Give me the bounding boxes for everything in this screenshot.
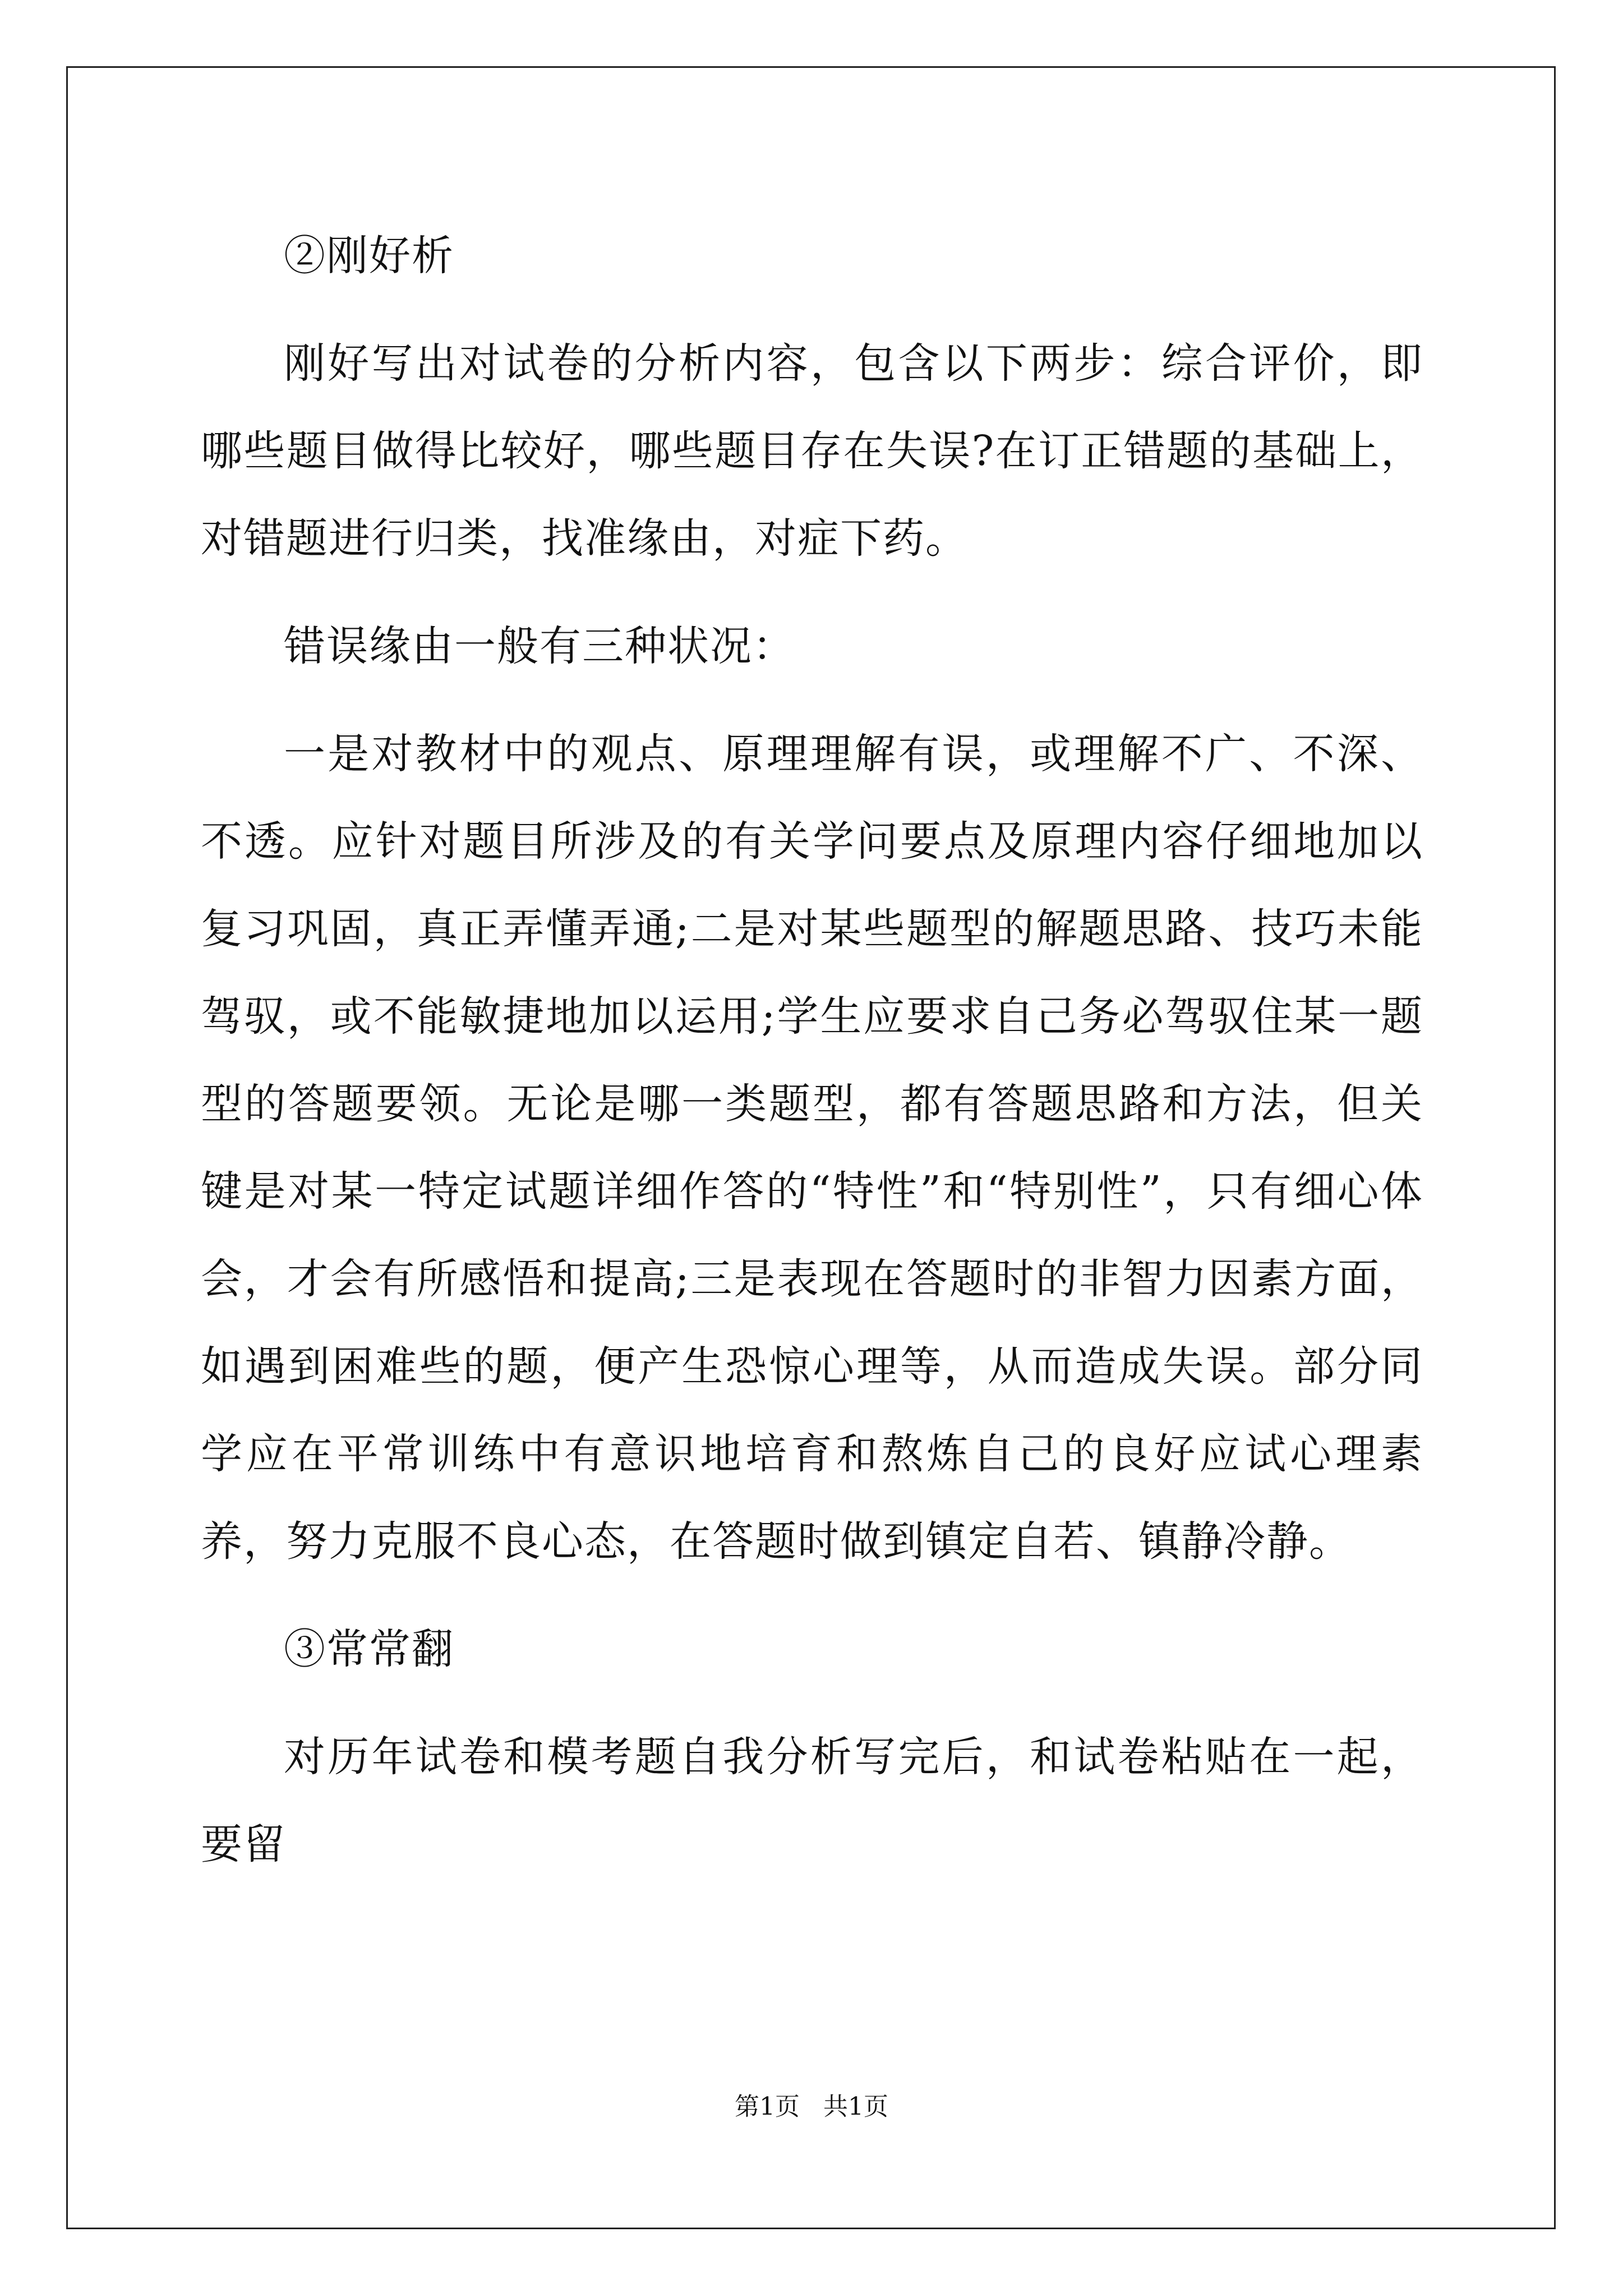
page-total: 共1页 xyxy=(823,2092,888,2121)
section-heading-3: ③常常翻 xyxy=(284,1625,454,1673)
paragraph-reasons-intro: 错误缘由一般有三种状况： xyxy=(284,622,795,670)
page-number: 第1页 xyxy=(735,2092,800,2121)
paragraph-reasons-detail: 一是对教材中的观点、原理理解有误，或理解不广、不深、不透。应针对题目所涉及的有关学问要点及原理内容仔细地加以复习巩固，真正弄懂弄通;二是对某些题型的解题思路、技巧未能驾驭，或不能敏捷地加以运用;学生应要求自己务必驾驭住某一题型的答题要领。无论是哪一类题型，都有答题思路和方法，但关键是对某一特定试题详细作答的“特性”和“特别性”，只有细心体会，才会有所感悟和提高;三是表现在答题时的非智力因素方面，如遇到困难些的题，便产生恐惊心理等，从而造成失误。部分同学应在平常训练中有意识地培育和熬炼自己的良好应试心理素养，努力克服不良心态，在答题时做到镇定自若、镇静冷静。 xyxy=(201,730,1423,1566)
paragraph-analysis: 刚好写出对试卷的分析内容，包含以下两步：综合评价，即哪些题目做得比较好，哪些题目存在失误?在订正错题的基础上，对错题进行归类，找准缘由，对症下药。 xyxy=(201,339,1423,563)
document-body xyxy=(201,212,1423,1888)
page-footer xyxy=(0,2090,1623,2124)
paragraph-review: 对历年试卷和模考题自我分析写完后，和试卷粘贴在一起，要留 xyxy=(201,1733,1423,1869)
section-heading-2: ②刚好析 xyxy=(284,232,454,280)
